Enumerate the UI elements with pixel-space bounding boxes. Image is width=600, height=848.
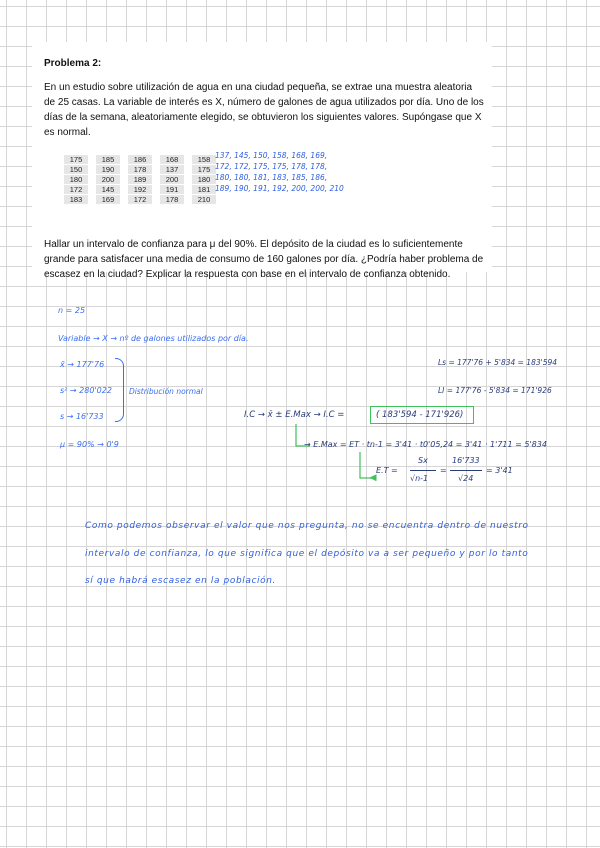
note-et-label: E.T =: [376, 466, 398, 475]
table-cell: 191: [160, 185, 184, 194]
note-ic-formula: I.C → x̄ ± E.Max → I.C =: [244, 410, 345, 420]
sorted-line: 189, 190, 191, 192, 200, 200, 210: [215, 184, 344, 193]
table-cell: 145: [96, 185, 120, 194]
sorted-line: 180, 180, 181, 183, 185, 186,: [215, 173, 328, 182]
conclusion-line-1: Como podemos observar el valor que nos pregunta, no se encuentra dentro de nuestro: [85, 521, 529, 531]
table-cell: 186: [128, 155, 152, 164]
table-cell: 178: [160, 195, 184, 204]
table-cell: 200: [160, 175, 184, 184]
note-variable: Variable → X → nº de galones utilizados por día.: [58, 334, 249, 343]
table-cell: 178: [128, 165, 152, 174]
table-cell: 210: [192, 195, 216, 204]
sorted-line: 137, 145, 150, 158, 168, 169,: [215, 151, 328, 160]
note-upper-limit: Ls = 177'76 + 5'834 = 183'594: [438, 358, 558, 367]
table-cell: 192: [128, 185, 152, 194]
problem-title: Problema 2:: [44, 58, 102, 69]
conclusion-line-3: sí que habrá escasez en la población.: [85, 576, 277, 586]
note-emax: → E.Max = ET · tn-1 = 3'41 · t0'05,24 = 3'41 · 1'711 = 5'834: [304, 440, 547, 449]
fraction-line: [450, 470, 482, 471]
note-ic-value: ( 183'594 - 171'926): [376, 410, 464, 420]
fraction-line: [410, 470, 436, 471]
et-denominator: √n-1: [410, 474, 429, 483]
note-mean: x̄ → 177'76: [60, 360, 105, 369]
table-cell: 158: [192, 155, 216, 164]
table-cell: 183: [64, 195, 88, 204]
note-et-result: = 3'41: [486, 466, 513, 475]
note-sd: s → 16'733: [60, 412, 104, 421]
note-n: n = 25: [58, 306, 86, 315]
table-cell: 150: [64, 165, 88, 174]
table-cell: 172: [64, 185, 88, 194]
table-cell: 189: [128, 175, 152, 184]
note-distribution: Distribución normal: [129, 387, 203, 396]
sorted-line: 172, 172, 175, 175, 178, 178,: [215, 162, 328, 171]
note-lower-limit: LI = 177'76 - 5'834 = 171'926: [438, 386, 552, 395]
conclusion-line-2: intervalo de confianza, lo que significa que el depósito va a ser pequeño y por lo tanto: [85, 549, 529, 559]
note-confidence: μ = 90% → 0'9: [60, 440, 119, 449]
table-cell: 175: [192, 165, 216, 174]
table-cell: 181: [192, 185, 216, 194]
table-cell: 180: [64, 175, 88, 184]
table-cell: 172: [128, 195, 152, 204]
table-cell: 137: [160, 165, 184, 174]
table-cell: 175: [64, 155, 88, 164]
table-cell: 185: [96, 155, 120, 164]
problem-question: Hallar un intervalo de confianza para μ del 90%. El depósito de la ciudad es lo suficientemente grande para satisfacer una media de consumo de 160 galones por día. ¿Podría haber problema de escasez en la ciudad? Explicar la respuesta con base en el intervalo de confianza obtenido.: [44, 239, 484, 280]
problem-statement: En un estudio sobre utilización de agua en una ciudad pequeña, se extrae una muestra aleatoria de 25 casas. La variable de interés es X, número de galones de agua utilizados por día. Uno de los días de la semana, aleatoriamente elegido, se obtuvieron los siguientes valores. Supóngase que X es normal.: [44, 82, 484, 138]
table-cell: 168: [160, 155, 184, 164]
note-variance: s² → 280'022: [60, 386, 112, 395]
table-cell: 200: [96, 175, 120, 184]
table-cell: 180: [192, 175, 216, 184]
et-numerator: Sx: [418, 456, 428, 465]
et-denominator-2: √24: [458, 474, 474, 483]
et-numerator-2: 16'733: [452, 456, 480, 465]
table-cell: 169: [96, 195, 120, 204]
table-cell: 190: [96, 165, 120, 174]
